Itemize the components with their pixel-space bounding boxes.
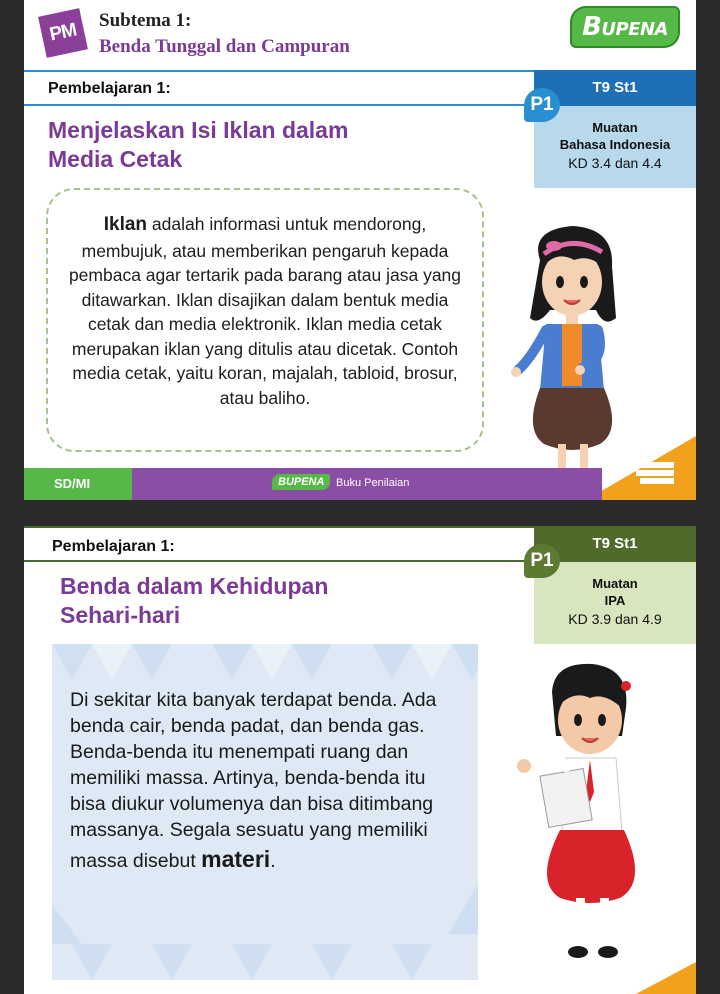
muatan-panel xyxy=(534,106,696,188)
definition-text: adalah informasi untuk mendorong, membujuk, atau memberikan pengaruh kepada pembaca agar tertarik pada barang atau jasa yang ditawarkan. Iklan disajikan dalam bentuk media cetak dan media elektronik. Iklan media cetak merupakan iklan yang ditulis atau dicetak. Contoh media cetak, yaitu koran, majalah, tabloid, brosur, atau baliho. xyxy=(68,214,462,408)
page-bahasa-indonesia xyxy=(24,70,696,500)
lesson-title-line2: Sehari-hari xyxy=(60,602,181,629)
lesson-title xyxy=(48,116,348,175)
schoolgirl-illustration xyxy=(504,662,654,972)
pembelajaran-label: Pembelajaran 1: xyxy=(52,538,175,555)
pembelajaran-bar xyxy=(24,70,534,106)
page-ipa xyxy=(24,526,696,994)
muatan-label: Muatan xyxy=(592,576,638,591)
pembelajaran-bar xyxy=(24,526,534,562)
kd-label: KD 3.9 dan 4.9 xyxy=(568,611,662,627)
p1-badge: P1 xyxy=(524,544,560,578)
orange-corner xyxy=(636,962,696,994)
page-footer xyxy=(24,468,696,500)
lesson-title-line2: Media Cetak xyxy=(48,146,183,173)
term-bold: materi xyxy=(201,845,271,872)
bupena-logo xyxy=(572,8,678,46)
muatan-label: Muatan xyxy=(592,120,638,135)
tema-code: T9 St1 xyxy=(534,70,696,106)
content-text xyxy=(70,688,466,874)
girl-illustration xyxy=(510,220,640,470)
top-header xyxy=(24,0,696,70)
pm-badge: PM xyxy=(38,8,88,58)
subtema-label: Subtema 1: xyxy=(99,10,192,31)
lesson-title-line1: Benda dalam Kehidupan xyxy=(60,573,329,599)
term-bold: Iklan xyxy=(103,214,148,235)
lesson-title-line1: Menjelaskan Isi Iklan dalam xyxy=(48,117,349,143)
pembelajaran-label: Pembelajaran 1: xyxy=(48,80,171,97)
subject-label: Bahasa Indonesia xyxy=(559,137,671,152)
page-gap xyxy=(24,500,696,526)
tema-code: T9 St1 xyxy=(534,526,696,562)
content-end: . xyxy=(270,849,276,872)
content-body: Di sekitar kita banyak terdapat benda. Ada benda cair, benda padat, dan benda gas. Benda-benda itu menempati ruang dan memiliki massa. Artinya, benda-benda itu bisa diukur volumenya dan bisa ditimbang massanya. Segala sesuatu yang memiliki massa disebut xyxy=(70,689,437,872)
subject-label: IPA xyxy=(604,593,626,608)
p1-badge: P1 xyxy=(524,88,560,122)
brand-rest: UPENA xyxy=(601,19,668,40)
content-box xyxy=(52,644,478,980)
muatan-panel xyxy=(534,562,696,644)
brand-initial: B xyxy=(582,12,602,42)
definition-box xyxy=(46,188,484,452)
kd-label: KD 3.4 dan 4.4 xyxy=(568,155,662,171)
footer-level: SD/MI xyxy=(24,468,132,500)
lesson-title xyxy=(60,572,328,631)
footer-logo: BUPENA xyxy=(272,474,330,490)
footer-book-title: Buku Penilaian xyxy=(336,477,410,489)
subtema-title: Benda Tunggal dan Campuran xyxy=(99,36,350,57)
